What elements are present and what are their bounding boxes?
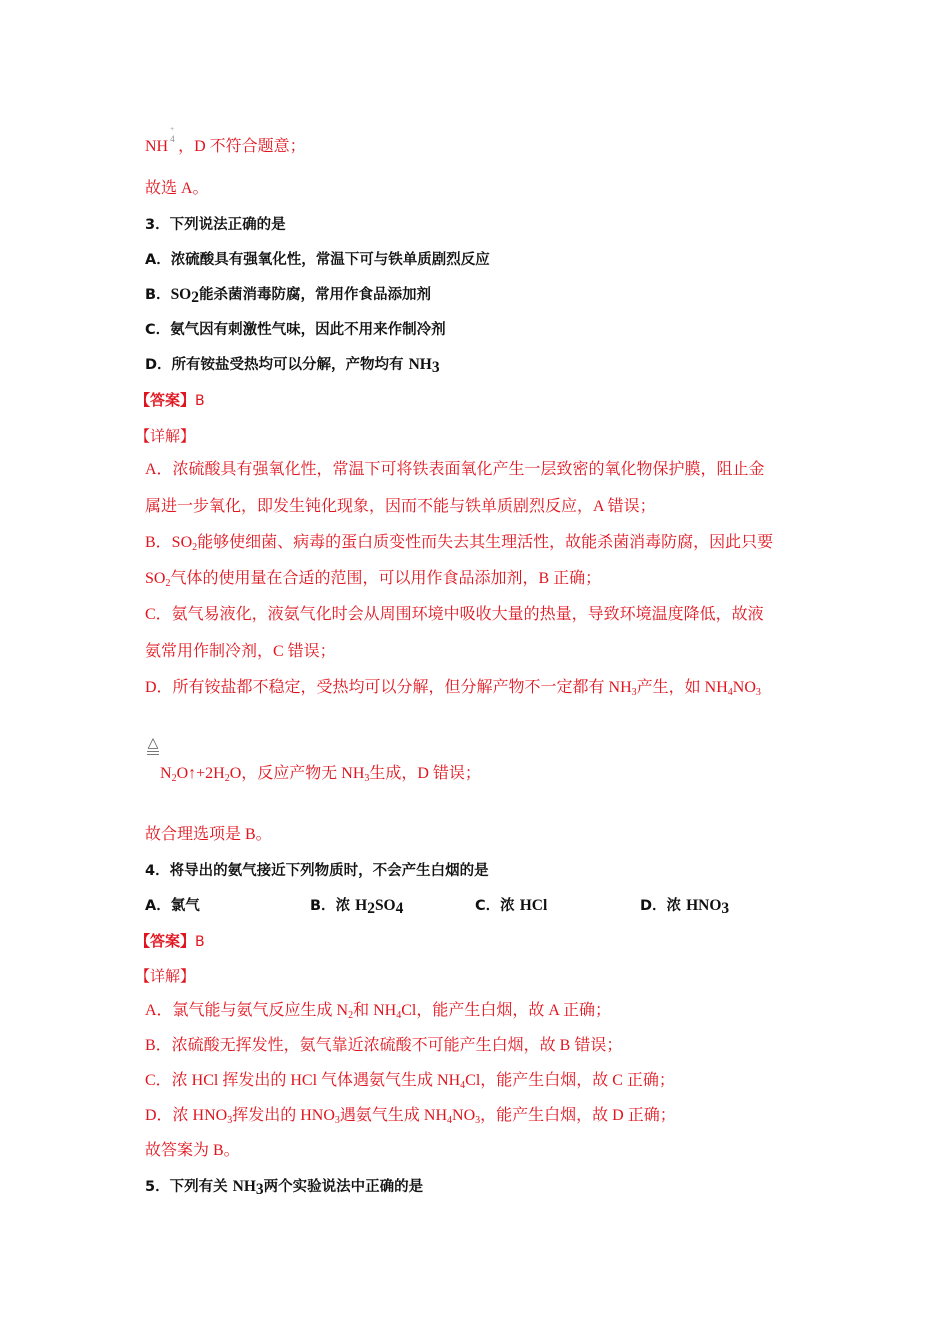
q3-conclusion: 故合理选项是 B。 [145,826,272,843]
answer-tag: 【答案】 [135,391,196,409]
question-4-option-c: C．浓 HCl [475,897,548,914]
question-3-answer [135,390,205,411]
question-4-option-b: B．浓 $H_2SO_4$ [310,897,404,917]
question-4-answer [135,931,205,952]
question-number: 3． [145,217,170,233]
question-text: 下列说法正确的是 [169,217,286,233]
answer-value: B [195,934,205,950]
question-4-detail-tag: 【详解】 [135,967,196,985]
question-3-option-d: D．所有铵盐受热均可以分解，产物均有 $NH_3$ [145,356,440,376]
question-3-option-b: B．$SO_2$能杀菌消毒防腐，常用作食品添加剂 [145,286,431,306]
answer-tag: 【答案】 [135,932,196,950]
q4-explanation-d: D．浓 $HNO_3$挥发出的 $HNO_3$遇氨气生成 $NH_4NO_3$，能产生白烟，故 D 正确； [145,1107,676,1126]
question-3-detail-tag: 【详解】 [135,427,196,445]
prev-explanation-d [145,125,306,157]
q3-explanation-a-line1: A．浓硫酸具有强氧化性，常温下可将铁表面氧化产生一层致密的氧化物保护膜，阻止金 [145,461,765,478]
question-4-option-d: D．浓 $HNO_3$ [640,897,730,917]
question-3-stem [145,215,286,235]
q4-explanation-a: A．氯气能与氨气反应生成 $N_2$和 $NH_4Cl$，能产生白烟，故 A 正确； [145,1002,612,1021]
question-number: 4． [145,863,170,879]
q3-explanation-b-line1: B．$SO_2$能够使细菌、病毒的蛋白质变性而失去其生理活性，故能杀菌消毒防腐，因此只要 [145,534,774,553]
question-number: 5． [145,1179,170,1195]
question-4-stem [145,861,489,881]
chem-nh: NH [145,138,169,155]
question-3-option-a: A．浓硫酸具有强氧化性，常温下可与铁单质剧烈反应 [145,252,490,268]
q3-explanation-d-line2: $N_2O↑+2H_2O$，反应产物无 $NH_3$生成，D 错误； [160,765,481,784]
question-5-stem: 5．下列有关 $NH_3$两个实验说法中正确的是 [145,1178,424,1198]
question-4-option-a: A．氯气 [145,898,200,914]
ion-charge: + 4 [170,125,175,144]
q3-explanation-d-line1: D．所有铵盐都不稳定，受热均可以分解，但分解产物不一定都有 $NH_3$产生，如 $NH_4NO_3$ [145,679,761,698]
heat-delta-symbol: △ [147,738,159,755]
answer-value: B [195,393,205,409]
text: ，D 不符合题意； [178,138,306,155]
q4-explanation-b: B．浓硫酸无挥发性，氨气靠近浓硫酸不可能产生白烟，故 B 错误； [145,1037,623,1054]
q4-explanation-c: C．浓 HCl 挥发出的 HCl 气体遇氨气生成 $NH_4Cl$，能产生白烟，故 C 正确； [145,1072,675,1091]
question-3-option-c: C．氨气因有刺激性气味，因此不用来作制冷剂 [145,322,446,338]
q3-explanation-c-line2: 氨常用作制冷剂，C 错误； [145,643,336,660]
q3-explanation-b-line2: $SO_2$气体的使用量在合适的范围，可以用作食品添加剂，B 正确； [145,570,602,589]
prev-conclusion: 故选 A。 [145,180,209,197]
q3-explanation-c-line1: C．氨气易液化，液氨气化时会从周围环境中吸收大量的热量，导致环境温度降低，故液 [145,606,764,623]
q3-explanation-a-line2: 属进一步氧化，即发生钝化现象，因而不能与铁单质剧烈反应，A 错误； [145,498,656,515]
question-text: 将导出的氨气接近下列物质时，不会产生白烟的是 [169,863,489,879]
q4-conclusion: 故答案为 B。 [145,1142,240,1159]
